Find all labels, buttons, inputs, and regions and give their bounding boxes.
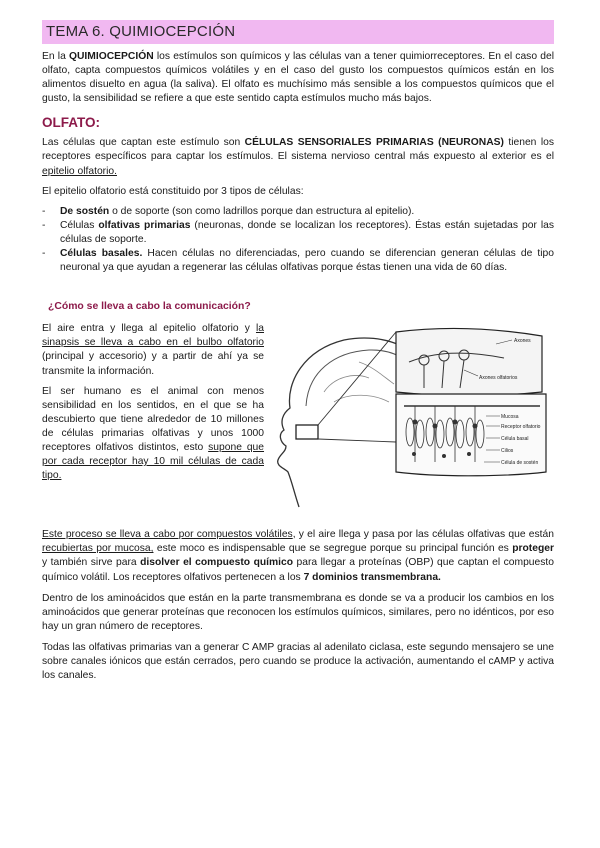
- olfato-paragraph-1: [42, 136, 554, 178]
- process-text-4: para llegar a proteínas (OBP) que captan el compuesto químico volátil. Los receptores olfativos pertenecen a los: [42, 557, 554, 583]
- communication-text-column: [42, 322, 264, 522]
- comm-p2-text-1: El ser humano es el animal con menos sensibilidad en los sentidos, en el que se ha descubierto que tiene alrededor de 10 millones de células primarias olfativas y unos 1000 receptores olfativos distintos, esto: [42, 385, 264, 453]
- communication-paragraph-1: [42, 322, 264, 378]
- cell-type-text: (neuronas, donde se localizan los receptores). Éstas están sujetadas por las células de soporte.: [60, 219, 555, 245]
- cell-type-bold: De sostén: [60, 205, 110, 217]
- comm-p2-underline: supone que por cada receptor hay 10 mil células de cada tipo.: [42, 441, 265, 482]
- communication-section: [42, 322, 554, 522]
- amino-paragraph: Dentro de los aminoácidos que están en la parte transmembrana es donde se va a producir los cambios en los aminoácidos que generar proteínas que reconocen los estímulos químicos, similares, pero no idénticos, por eso hay un gran número de receptores.: [42, 592, 554, 632]
- process-text-1: , y el aire llega y pasa por las células olfativas que están: [292, 529, 554, 541]
- brain-folds: [324, 362, 394, 402]
- intro-text-1: En la: [42, 51, 69, 62]
- olfato-p1-underline: epitelio olfatorio.: [42, 165, 117, 177]
- list-item: [42, 219, 554, 247]
- process-text-3: y también sirve para: [42, 557, 141, 569]
- process-bold-1: proteger: [512, 543, 554, 555]
- cell-type-text: Hacen células no diferenciadas, pero cuando se diferencian generan células de tipo neuronal ya que ayudan a regenerar las células olfativas porque éstas tienen una vida de 60 días.: [60, 248, 554, 274]
- camp-paragraph: Todas las olfativas primarias van a generar C AMP gracias al adenilato ciclasa, este segundo mensajero se une sobre canales iónicos que están cerrados, pero cuando se produce la activación, aumentando el cAMP y activa los canales.: [42, 641, 554, 682]
- olfactory-bulb-inset: [396, 329, 542, 396]
- olfato-p1-text-1: Las células que captan este estímulo son: [42, 137, 245, 149]
- olfactory-system-illustration: [264, 322, 554, 522]
- comm-p1-text-1: El aire entra y llega al epitelio olfatorio y: [42, 323, 256, 335]
- cell-type-bold: Células basales.: [60, 248, 143, 260]
- comm-p1-underline: la sinapsis se lleva a cabo en el bulbo olfatorio: [42, 323, 264, 349]
- label-celula-sosten: Célula de sostén: [501, 460, 539, 467]
- label-axones: Axones: [514, 338, 531, 345]
- process-text-2: este moco es indispensable que se segregue porque su principal función es: [153, 543, 513, 555]
- page-title: TEMA 6. QUIMIOCEPCIÓN: [42, 20, 554, 44]
- process-bold-2: disolver el compuesto químico: [140, 557, 294, 569]
- olfato-paragraph-2: El epitelio olfatorio está constituido por 3 tipos de células:: [42, 185, 304, 197]
- olfato-p1-text-2: tienen los receptores específicos para captar los estímulos. El sistema nervioso central más expuesto al exterior es el: [42, 137, 554, 163]
- cell-type-text: o de soporte (son como ladrillos porque dan estructura al epitelio).: [109, 205, 415, 217]
- zoom-line-bottom: [318, 439, 396, 442]
- olfato-p1-bold: CÉLULAS SENSORIALES PRIMARIAS (NEURONAS): [244, 137, 504, 149]
- intro-bold-term: QUIMIOCEPCIÓN: [68, 51, 154, 62]
- list-item: [42, 205, 554, 219]
- process-underline-2: recubiertas por mucosa,: [42, 543, 154, 555]
- cell-type-bold: olfativas primarias: [98, 219, 191, 231]
- label-axones-olfatorios: Axones olfatorios: [479, 375, 518, 382]
- label-cilios: Cilios: [501, 448, 514, 455]
- label-celula-basal: Célula basal: [501, 436, 529, 443]
- process-paragraph: [42, 528, 554, 584]
- cell-type-pre: Células: [60, 219, 99, 231]
- communication-heading: ¿Cómo se lleva a cabo la comunicación?: [48, 301, 251, 313]
- label-mucosa: Mucosa: [501, 414, 519, 421]
- zoom-line-top: [318, 332, 396, 425]
- zoom-box: [296, 425, 318, 439]
- comm-p1-text-2: (principal y accesorio) y a partir de ahí ya se transmite la información.: [42, 351, 264, 377]
- intro-paragraph: [42, 50, 554, 106]
- label-receptor-olfatorio: Receptor olfatorio: [501, 424, 541, 431]
- process-underline-1: Este proceso se lleva a cabo por compuestos volátiles: [42, 529, 293, 541]
- list-item: [42, 247, 554, 275]
- olfato-heading: OLFATO:: [42, 115, 100, 131]
- process-bold-3: 7 dominios transmembrana.: [303, 571, 441, 583]
- epithelium-inset: [396, 394, 546, 476]
- document-page: [42, 20, 554, 683]
- communication-paragraph-2: [42, 385, 264, 484]
- cell-types-list: [42, 205, 554, 275]
- intro-text-2: los estímulos son químicos y las células van a tener quimiorreceptores. En el caso del olfato, capta compuestos químicos volátiles y en el caso del gusto los compuestos químicos están en los alimentos disuelto en agua (la saliva). El olfato es muchísimo más sensible a los compuestos químicos que el gusto, la sensibilidad se refiere a que este sentido capta estímulos mucho más bajos.: [42, 51, 554, 105]
